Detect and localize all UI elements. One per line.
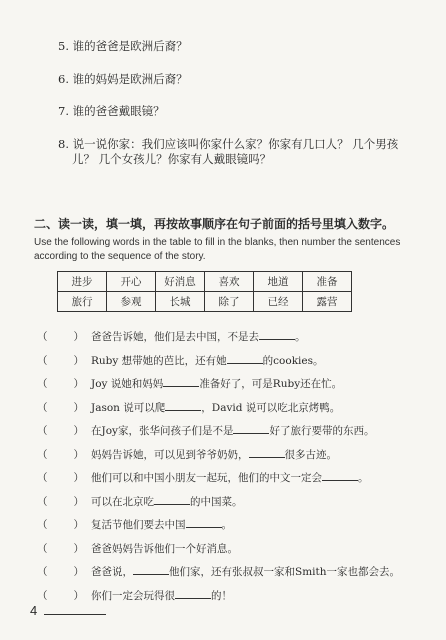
fill-blank[interactable]	[259, 329, 295, 340]
question-8-line-1: 8. 说一说你家：我们应该叫你家什么家？你家有几口人？ 几个男孩	[58, 137, 399, 151]
sentence-row	[37, 400, 437, 424]
right-paren: ）	[73, 519, 84, 531]
left-paren: （	[37, 378, 48, 390]
word-cell: 进步	[58, 272, 107, 292]
question-8-line-2: 儿？ 几个女孩儿？你家有人戴眼镜吗？	[72, 152, 272, 166]
word-cell: 除了	[205, 292, 254, 312]
order-parentheses[interactable]	[37, 541, 91, 556]
question-5: 5. 谁的爸爸是欧洲后裔？	[58, 39, 188, 53]
order-parentheses[interactable]	[37, 588, 91, 603]
fill-blank[interactable]	[233, 423, 269, 434]
right-paren: ）	[73, 401, 84, 414]
sentence-row	[37, 470, 437, 494]
left-paren: （	[37, 401, 48, 414]
order-parentheses[interactable]	[37, 423, 91, 438]
order-parentheses[interactable]	[37, 517, 91, 532]
fill-blank[interactable]	[249, 447, 285, 458]
section-title: 二、读一读，填一填，再按故事顺序在句子前面的括号里填入数字。	[34, 217, 395, 231]
right-paren: ）	[73, 331, 84, 343]
sentence-text-end: 的！	[211, 589, 232, 602]
sentence-text-end: 。	[221, 519, 232, 531]
sentence-text: 爸爸说，	[91, 566, 133, 578]
order-parentheses[interactable]	[37, 400, 91, 415]
right-paren: ）	[73, 378, 84, 390]
question-7: 7. 谁的爸爸戴眼镜？	[58, 104, 165, 118]
sentence-row	[37, 588, 437, 612]
sentence-text: Joy 说她和妈妈	[91, 378, 164, 390]
sentence-text: 他们可以和中国小朋友一起玩，他们的中文一定会	[91, 472, 322, 484]
sentence-text: 爸爸告诉她，他们是去中国，不是去	[91, 331, 259, 343]
sentence-row	[37, 447, 437, 471]
left-paren: （	[37, 331, 48, 343]
sentence-text: 你们一定会玩得很	[91, 589, 175, 602]
left-paren: （	[37, 519, 48, 531]
sentence-text-end: 很多古迹。	[284, 448, 337, 461]
right-paren: ）	[73, 589, 84, 602]
sentence-text: 妈妈告诉她，可以见到爷爷奶奶，	[91, 448, 249, 461]
fill-blank[interactable]	[154, 494, 190, 505]
order-parentheses[interactable]	[37, 447, 91, 462]
sentence-row	[37, 376, 437, 400]
word-cell: 喜欢	[205, 272, 254, 292]
right-paren: ）	[73, 354, 84, 367]
order-parentheses[interactable]	[37, 470, 91, 485]
order-parentheses[interactable]	[37, 376, 91, 391]
word-cell: 地道	[254, 272, 303, 292]
right-paren: ）	[73, 448, 84, 461]
left-paren: （	[37, 566, 48, 578]
left-paren: （	[37, 589, 48, 602]
word-cell: 准备	[303, 272, 352, 292]
sentence-row	[37, 353, 437, 377]
left-paren: （	[37, 425, 48, 437]
sentence-text-end: ，David 说可以吃北京烤鸭。	[201, 401, 341, 414]
word-cell: 已经	[254, 292, 303, 312]
fill-blank[interactable]	[186, 517, 222, 528]
word-cell: 好消息	[156, 272, 205, 292]
sentence-text: 爸爸妈妈告诉他们一个好消息。	[91, 542, 238, 555]
sentence-text-end: 的cookies。	[262, 354, 324, 367]
sentence-text: 复活节他们要去中国	[91, 519, 186, 531]
sentence-text: Ruby 想带她的芭比，还有她	[91, 354, 227, 367]
footer-rule	[44, 614, 106, 615]
right-paren: ）	[73, 495, 84, 508]
sentence-text-end: 准备好了，可是Ruby还在忙。	[199, 378, 343, 390]
word-cell: 开心	[107, 272, 156, 292]
question-6: 6. 谁的妈妈是欧洲后裔？	[58, 72, 188, 86]
fill-blank[interactable]	[165, 400, 201, 411]
left-paren: （	[37, 542, 48, 555]
right-paren: ）	[73, 425, 84, 437]
order-parentheses[interactable]	[37, 564, 91, 579]
sentence-text: 在Joy家，张华问孩子们是不是	[91, 425, 234, 437]
word-table-row	[58, 272, 352, 292]
sentence-text: Jason 说可以爬	[91, 401, 166, 414]
sentence-text-end: 。	[295, 331, 306, 343]
order-parentheses[interactable]	[37, 353, 91, 368]
word-cell: 旅行	[58, 292, 107, 312]
sentence-row	[37, 423, 437, 447]
word-cell: 露营	[303, 292, 352, 312]
sentence-text-end: 的中国菜。	[190, 495, 243, 508]
page-number: 4	[30, 603, 38, 618]
left-paren: （	[37, 495, 48, 508]
fill-blank[interactable]	[175, 588, 211, 599]
word-cell: 长城	[156, 292, 205, 312]
right-paren: ）	[73, 566, 84, 578]
left-paren: （	[37, 472, 48, 484]
fill-blank[interactable]	[322, 470, 358, 481]
fill-blank[interactable]	[163, 376, 199, 387]
sentence-row	[37, 564, 437, 588]
fill-blank[interactable]	[227, 353, 263, 364]
fill-blank[interactable]	[133, 564, 169, 575]
section-instruction: Use the following words in the table to fill in the blanks, then number the sentences according to the sequence of the story.	[34, 237, 401, 262]
sentence-text-end: 他们家，还有张叔叔一家和Smith一家也都会去。	[169, 566, 400, 578]
sentence-text-end: 好了旅行要带的东西。	[269, 425, 375, 437]
sentence-text-end: 。	[358, 472, 369, 484]
sentence-row	[37, 517, 437, 541]
word-table-row	[58, 292, 352, 312]
sentence-text: 可以在北京吃	[91, 495, 154, 508]
word-table	[57, 271, 352, 312]
sentence-list	[37, 329, 437, 611]
order-parentheses[interactable]	[37, 494, 91, 509]
question-8	[58, 137, 428, 167]
sentence-row	[37, 541, 437, 565]
left-paren: （	[37, 448, 48, 461]
right-paren: ）	[73, 542, 84, 555]
order-parentheses[interactable]	[37, 329, 91, 344]
left-paren: （	[37, 354, 48, 367]
sentence-row	[37, 494, 437, 518]
word-cell: 参观	[107, 292, 156, 312]
sentence-row	[37, 329, 437, 353]
right-paren: ）	[73, 472, 84, 484]
